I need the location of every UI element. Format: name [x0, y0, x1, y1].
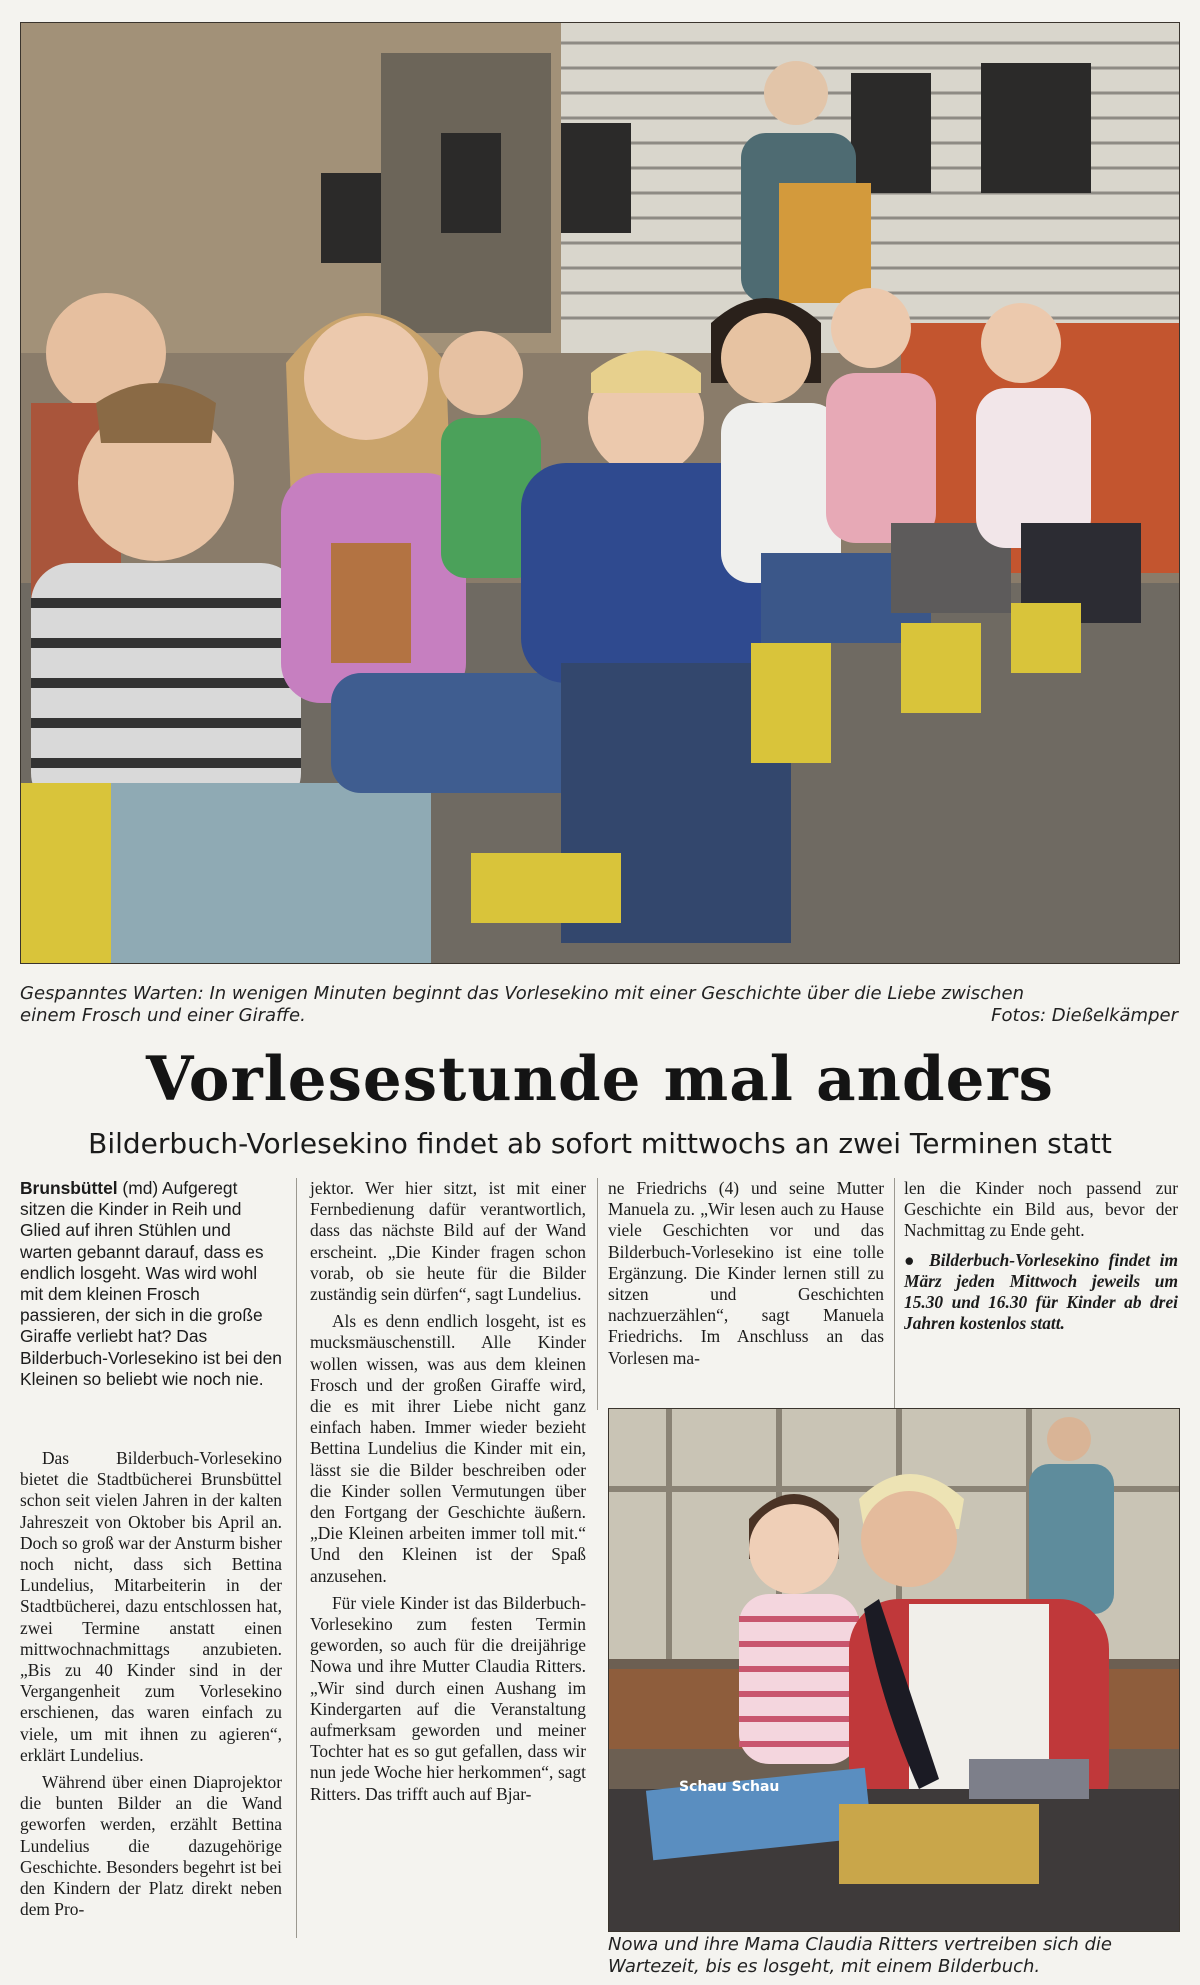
column-3: [608, 1178, 884, 1369]
photo-credit: Fotos: Dießelkämper: [991, 1005, 1178, 1026]
column-divider: [597, 1178, 598, 1410]
lede: [20, 1178, 282, 1390]
col2-paragraph-2: Als es denn endlich losgeht, ist es mucksmäuschenstill. Alle Kinder wollen wissen, was aus dem kleinen Frosch und der großen Giraffe wird, die es mit ihrer Liebe nicht ganz einfach haben. Immer wieder bezieht Bettina Lundelius die Kinder mit ein, lässt sie die Bilder beschreiben oder die Kinder sollen Vermutungen über den Fortgang der Geschichte äußern. „Die Kleinen arbeiten immer toll mit.“ Und den Kleinen ist der Spaß anzusehen.: [310, 1311, 586, 1586]
lede-text: (md) Aufgeregt sitzen die Kinder in Reih und Glied auf ihren Stühlen und warten gebannt darauf, dass es endlich losgeht. Was wird wohl mit dem kleinen Frosch passieren, der sich in die große Giraffe verliebt hat? Das Bilderbuch-Vorlesekino ist bei den Kleinen so beliebt wie noch nie.: [20, 1178, 282, 1389]
info-text: Bilderbuch-Vorlesekino findet im März jeden Mittwoch jeweils um 15.30 und 16.30 für Kinder ab drei Jahren kostenlos statt.: [904, 1249, 1179, 1334]
column-4: [904, 1178, 1178, 1334]
book-title: Schau Schau: [679, 1779, 780, 1795]
col2-paragraph-3: Für viele Kinder ist das Bilderbuch-Vorlesekino zum festen Termin geworden, so auch für die dreijährige Nowa und ihre Mutter Claudia Ritters. „Wir sind durch einen Aushang im Kindergarten auf die Veranstaltung aufmerksam geworden und meiner Tochter hat es so gut gefallen, dass wir nun jede Woche hier herkommen“, sagt Ritters. Das trifft auch auf Bjar-: [310, 1592, 586, 1804]
info-box: ● Bilderbuch-Vorlesekino findet im März jeden Mittwoch jeweils um 15.30 und 16.30 für Kinder ab drei Jahren kostenlos statt.: [904, 1249, 1179, 1334]
col1-paragraph-1: Das Bilderbuch-Vorlesekino bietet die Stadtbücherei Brunsbüttel schon seit vielen Jahren in der kalten Jahreszeit von Oktober bis April an. Doch so groß war der Ansturm bisher noch nicht, dass sich Bettina Lundelius, Mitarbeiterin in der Stadtbücherei, dazu entschlossen hat, zwei Termine anstatt einen mittwochnachmittags anzubieten. „Bis zu 40 Kinder sind in der Vergangenheit zum Vorlesekino erschienen, das waren einfach zu viele, um mit ihnen zu agieren“, erklärt Lundelius.: [20, 1448, 282, 1765]
dateline: Brunsbüttel: [20, 1178, 118, 1198]
column-1: [20, 1448, 282, 1920]
headline: Vorlesestunde mal anders: [146, 1044, 1054, 1115]
column-divider: [296, 1178, 297, 1938]
bottom-photo-caption: Nowa und ihre Mama Claudia Ritters vertreiben sich die Wartezeit, bis es losgeht, mit einem Bilderbuch.: [608, 1934, 1112, 1977]
column-divider: [894, 1178, 895, 1410]
col4-text: len die Kinder noch passend zur Geschichte ein Bild aus, bevor der Nachmittag zu Ende geht.: [904, 1178, 1178, 1241]
bottom-photo: [608, 1408, 1180, 1932]
column-2: [310, 1178, 586, 1805]
top-photo-caption: Gespanntes Warten: In wenigen Minuten beginnt das Vorlesekino mit einer Geschichte über die Liebe zwischen einem Frosch und einer Giraffe.: [20, 983, 1024, 1026]
subhead: Bilderbuch-Vorlesekino findet ab sofort mittwochs an zwei Terminen statt: [88, 1127, 1112, 1160]
col1-paragraph-2: Während über einen Diaprojektor die bunten Bilder an die Wand geworfen werden, erzählt Bettina Lundelius die dazugehörige Geschichte. Besonders begehrt ist bei den Kindern der Platz direkt neben dem Pro-: [20, 1772, 282, 1920]
col2-paragraph-1: jektor. Wer hier sitzt, ist mit einer Fernbedienung dafür verantwortlich, dass das nächste Bild auf der Wand erscheint. „Die Kinder fragen schon vorab, ob sie heute für die Bilder zuständig sein dürfen“, sagt Lundelius.: [310, 1178, 586, 1305]
top-photo: [20, 22, 1180, 964]
col3-text: ne Friedrichs (4) und seine Mutter Manuela zu. „Wir lesen auch zu Hause viele Geschichten vor und das Bilderbuch-Vorlesekino ist eine tolle Ergänzung. Die Kinder lernen still zu sitzen und Geschichten nachzuerzählen“, sagt Manuela Friedrichs. Im Anschluss an das Vorlesen ma-: [608, 1178, 884, 1368]
